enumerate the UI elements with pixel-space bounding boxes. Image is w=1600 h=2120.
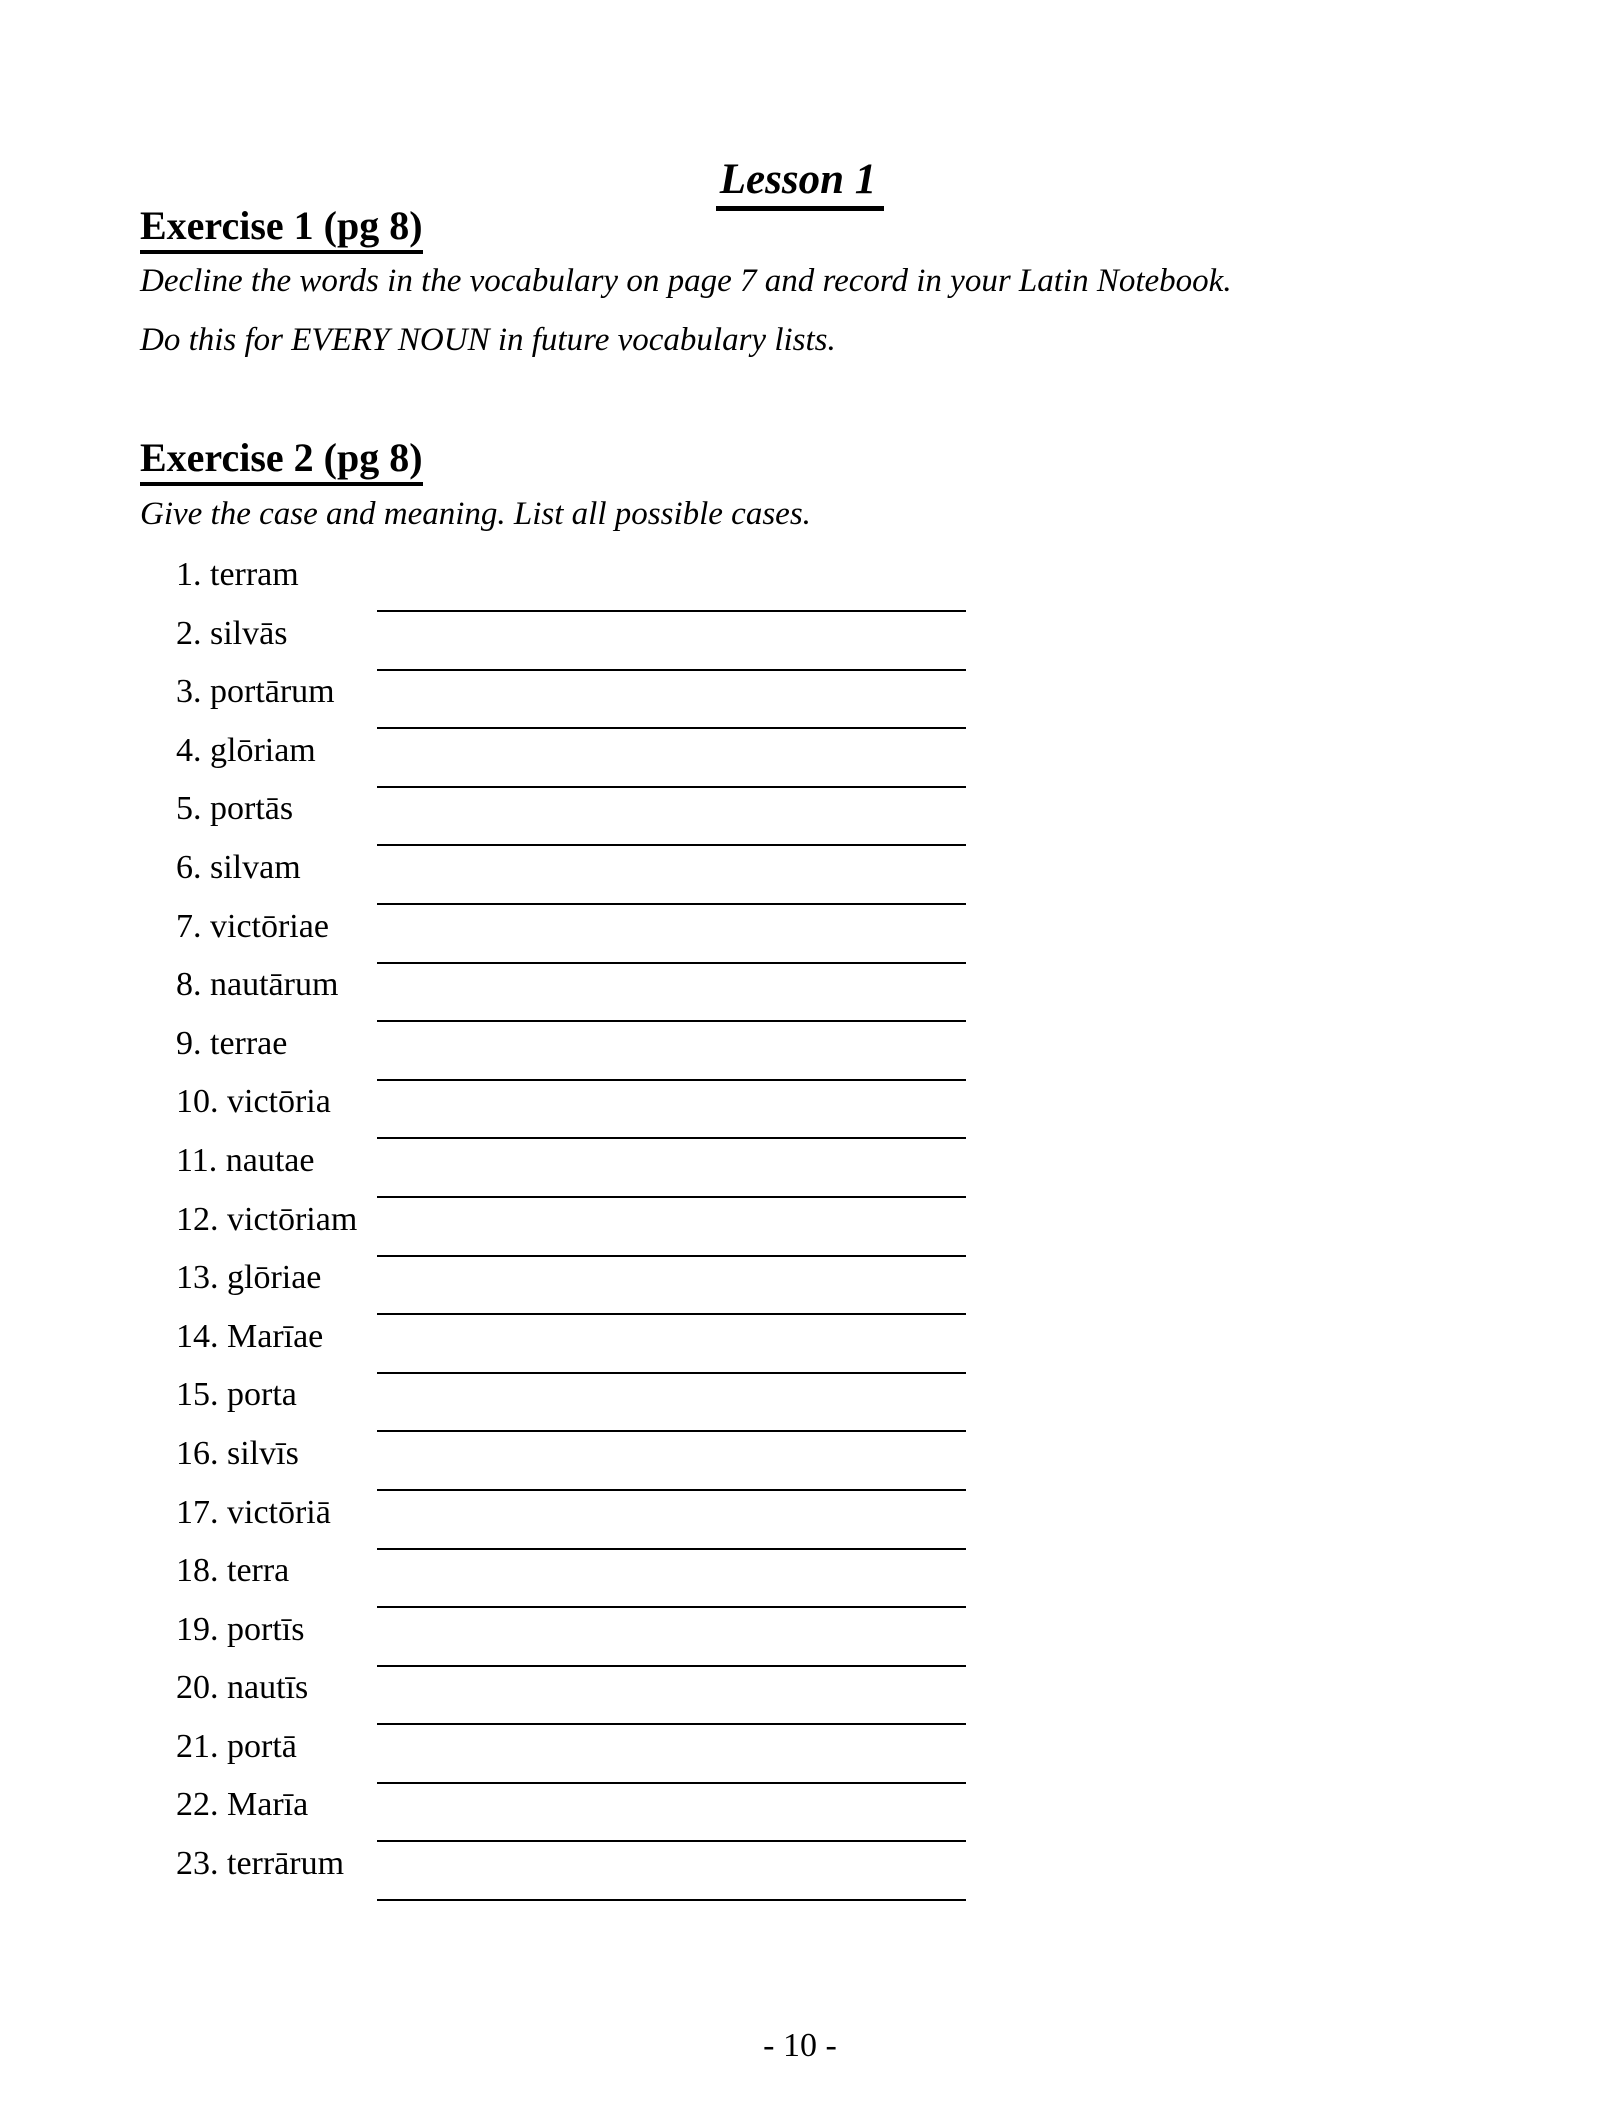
exercise2-heading-wrap — [140, 436, 423, 486]
item-number: 4. — [176, 731, 202, 769]
item-word: victōriam — [227, 1200, 358, 1238]
item-number: 3. — [176, 673, 202, 711]
exercise1-instruction-1: Decline the words in the vocabulary on page 7 and record in your Latin Notebook. — [140, 263, 1232, 299]
vocab-item-row — [176, 964, 1496, 1023]
lesson-title: Lesson 1 — [716, 156, 884, 211]
vocab-item-row — [176, 1726, 1496, 1785]
item-number: 5. — [176, 790, 202, 828]
vocab-item-row — [176, 1081, 1496, 1140]
vocab-item-row — [176, 1199, 1496, 1258]
item-word: victōria — [227, 1083, 331, 1121]
answer-blank — [377, 1899, 966, 1901]
item-number: 18. — [176, 1552, 219, 1590]
item-word: silvīs — [227, 1434, 299, 1472]
vocab-item-row — [176, 906, 1496, 965]
page-number: - 10 - — [763, 2027, 837, 2064]
item-number: 14. — [176, 1317, 219, 1355]
vocab-list — [176, 554, 1496, 1902]
vocab-item-row — [176, 847, 1496, 906]
item-number: 15. — [176, 1376, 219, 1414]
vocab-item-row — [176, 1316, 1496, 1375]
exercise1-heading: Exercise 1 (pg 8) — [140, 204, 423, 254]
item-word: nautae — [225, 1141, 315, 1179]
item-number: 13. — [176, 1259, 219, 1297]
item-word: portārum — [210, 673, 335, 711]
item-number: 17. — [176, 1493, 219, 1531]
vocab-item-row — [176, 1550, 1496, 1609]
item-word: silvam — [210, 848, 301, 886]
exercise2-heading: Exercise 2 (pg 8) — [140, 436, 423, 486]
item-word: glōriae — [227, 1259, 322, 1297]
vocab-item-row — [176, 730, 1496, 789]
item-word: nautīs — [227, 1669, 309, 1707]
item-number: 10. — [176, 1083, 219, 1121]
exercise1-heading-wrap — [140, 204, 423, 254]
item-number: 8. — [176, 966, 202, 1004]
item-number: 11. — [176, 1141, 218, 1179]
item-word: terrārum — [227, 1845, 345, 1883]
vocab-item-row — [176, 1140, 1496, 1199]
item-word: victōriā — [227, 1493, 331, 1531]
item-word: portā — [227, 1727, 297, 1765]
vocab-item-row — [176, 1492, 1496, 1551]
item-word: terrae — [210, 1024, 288, 1062]
item-word: glōriam — [210, 731, 316, 769]
item-number: 19. — [176, 1610, 219, 1648]
vocab-item-row — [176, 613, 1496, 672]
vocab-item-row — [176, 554, 1496, 613]
item-number: 22. — [176, 1786, 219, 1824]
vocab-item-row — [176, 1784, 1496, 1843]
vocab-item-row — [176, 1433, 1496, 1492]
vocab-item-row — [176, 1374, 1496, 1433]
item-number: 1. — [176, 556, 202, 593]
vocab-item-row — [176, 1257, 1496, 1316]
item-number: 23. — [176, 1845, 219, 1883]
item-word: victōriae — [210, 907, 329, 945]
exercise2-instruction: Give the case and meaning. List all possible cases. — [140, 496, 811, 532]
item-number: 9. — [176, 1024, 202, 1062]
item-number: 16. — [176, 1434, 219, 1472]
vocab-item-row — [176, 1843, 1496, 1902]
vocab-item-row — [176, 1023, 1496, 1082]
item-word: silvās — [210, 614, 288, 652]
item-number: 12. — [176, 1200, 219, 1238]
vocab-item-row — [176, 788, 1496, 847]
item-number: 21. — [176, 1727, 219, 1765]
item-word: terram — [210, 556, 299, 593]
item-word: Marīae — [227, 1317, 324, 1355]
item-word: Marīa — [227, 1786, 309, 1824]
vocab-item-row — [176, 1667, 1496, 1726]
item-word: nautārum — [210, 966, 339, 1004]
exercise1-instruction-2: Do this for EVERY NOUN in future vocabulary lists. — [140, 322, 836, 358]
vocab-item-row — [176, 671, 1496, 730]
item-word: porta — [227, 1376, 297, 1414]
vocab-item-row — [176, 1609, 1496, 1668]
item-word: terra — [227, 1552, 290, 1590]
item-word: portās — [210, 790, 294, 828]
item-number: 20. — [176, 1669, 219, 1707]
item-number: 7. — [176, 907, 202, 945]
item-number: 2. — [176, 614, 202, 652]
item-number: 6. — [176, 848, 202, 886]
item-word: portīs — [227, 1610, 305, 1648]
